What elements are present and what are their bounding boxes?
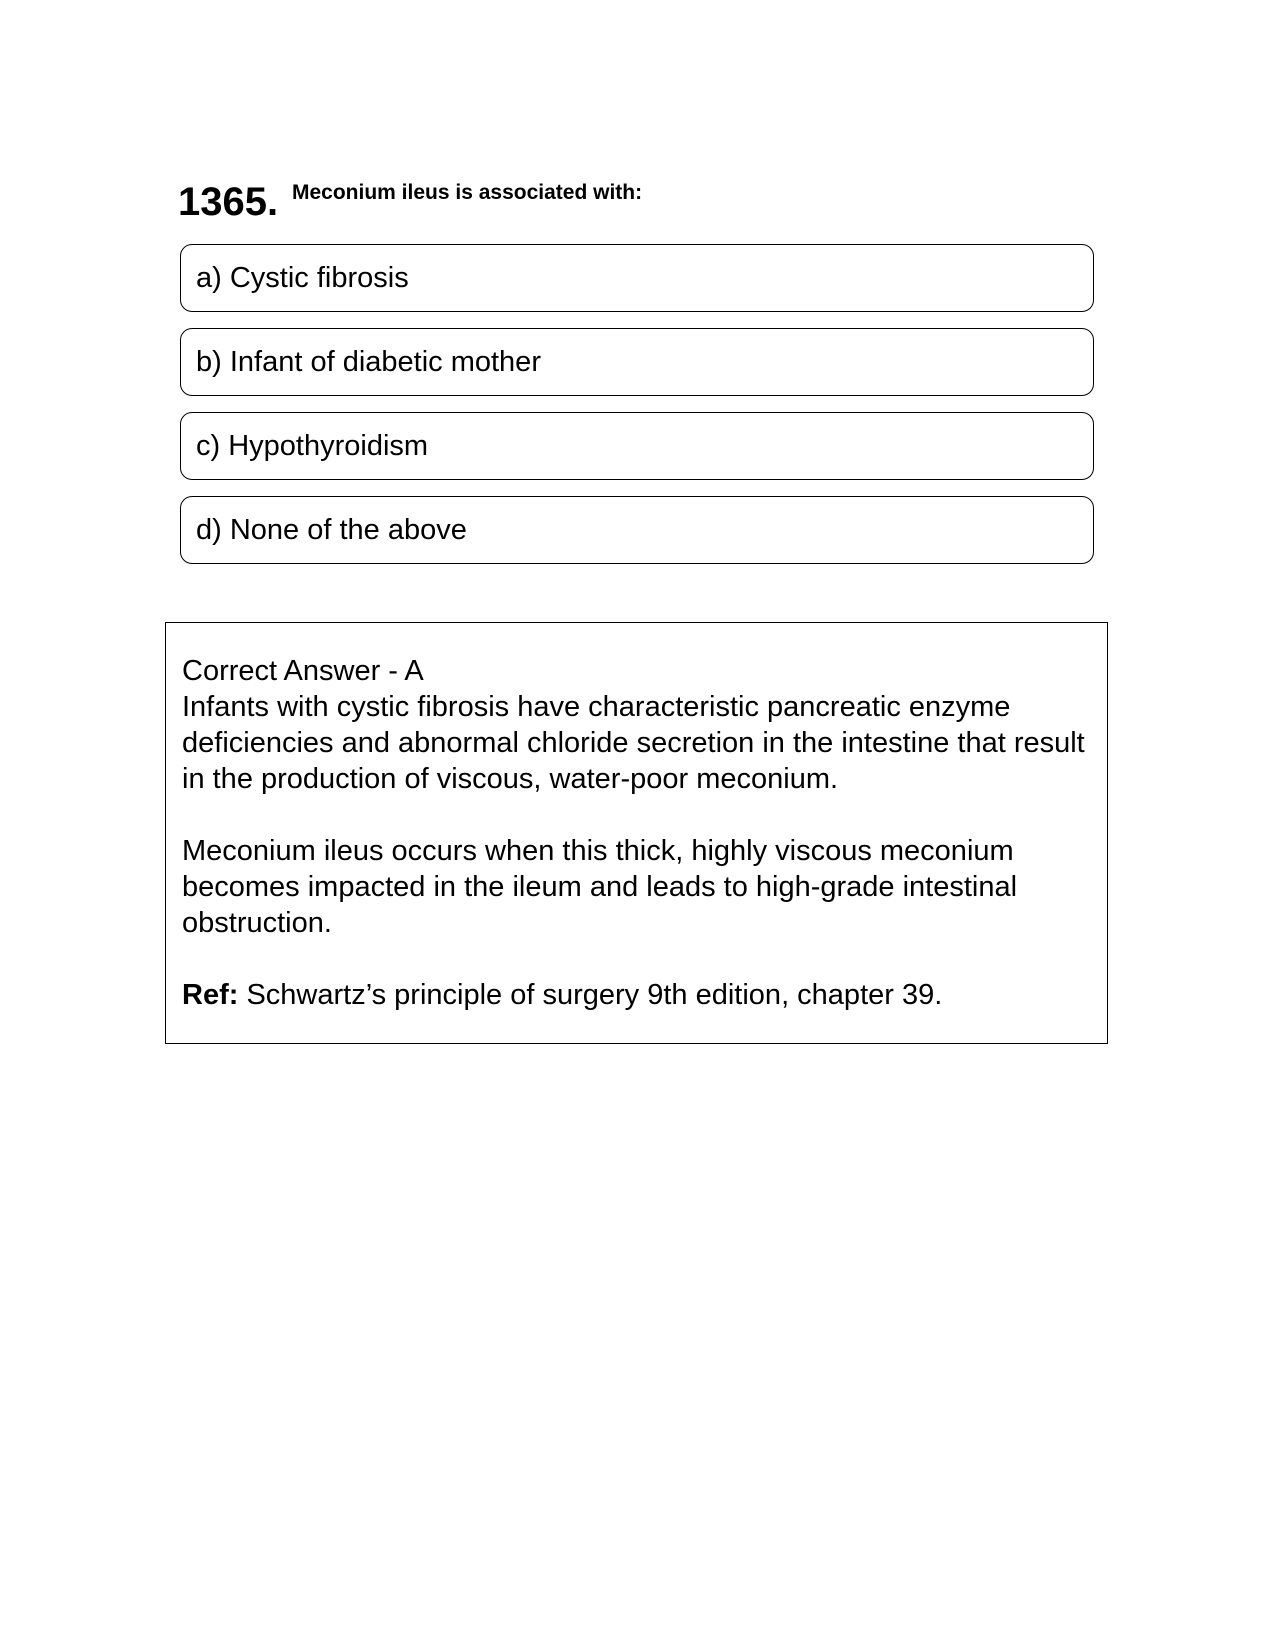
paragraph-spacer bbox=[182, 941, 1091, 977]
option-c[interactable]: c) Hypothyroidism bbox=[180, 412, 1094, 480]
reference-text: Schwartz’s principle of surgery 9th edition, chapter 39. bbox=[238, 979, 943, 1011]
question-header bbox=[178, 178, 1098, 228]
question-text: Meconium ileus is associated with: bbox=[292, 181, 643, 204]
option-a[interactable]: a) Cystic fibrosis bbox=[180, 244, 1094, 312]
answer-options bbox=[180, 244, 1094, 580]
explanation-paragraph-2: Meconium ileus occurs when this thick, highly viscous meconium becomes impacted in the ileum and leads to high-grade intestinal obstruction. bbox=[182, 835, 1018, 939]
answer-explanation-box bbox=[165, 622, 1108, 1044]
option-d[interactable]: d) None of the above bbox=[180, 496, 1094, 564]
option-b[interactable]: b) Infant of diabetic mother bbox=[180, 328, 1094, 396]
reference-label: Ref: bbox=[182, 979, 239, 1011]
reference bbox=[182, 977, 1091, 1013]
correct-answer: Correct Answer - A bbox=[182, 655, 424, 687]
explanation-paragraph-1: Infants with cystic fibrosis have characteristic pancreatic enzyme deficiencies and abnormal chloride secretion in the intestine that result in the production of viscous, water-poor meconium. bbox=[182, 691, 1085, 795]
paragraph-spacer bbox=[182, 797, 1091, 833]
question-number: 1365. bbox=[178, 180, 279, 224]
